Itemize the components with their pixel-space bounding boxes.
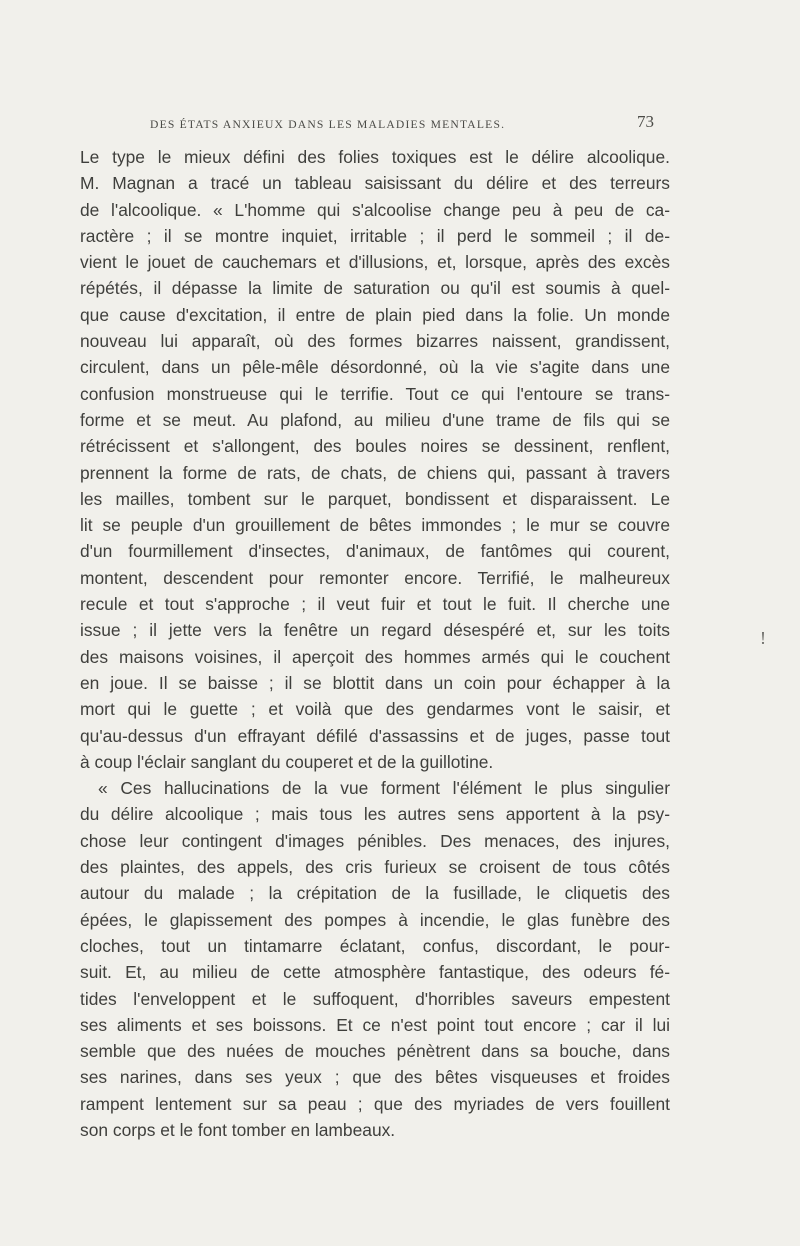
text-line: chose leur contingent d'images pénibles. Des menaces, des injures, — [80, 830, 670, 851]
text-line: épées, le glapissement des pompes à incendie, le glas funèbre des — [80, 909, 670, 930]
text-line: qu'au-dessus d'un effrayant défilé d'assassins et de juges, passe tout — [80, 725, 670, 746]
text-line: que cause d'excitation, il entre de plain pied dans la folie. Un monde — [80, 304, 670, 325]
text-line: forme et se meut. Au plafond, au milieu d'une trame de fils qui se — [80, 409, 670, 430]
text-line: à coup l'éclair sanglant du couperet et de la guillotine. — [80, 751, 494, 772]
text-line: lit se peuple d'un grouillement de bêtes immondes ; le mur se couvre — [80, 515, 670, 536]
text-line: vient le jouet de cauchemars et d'illusions, et, lorsque, après des excès — [80, 252, 670, 273]
text-line: Le type le mieux défini des folies toxiques est le délire alcoolique. — [80, 147, 670, 167]
text-line: nouveau lui apparaît, où des formes bizarres naissent, grandissent, — [80, 331, 670, 352]
text-line: en joue. Il se baisse ; il se blottit dans un coin pour échapper à la — [80, 672, 670, 693]
text-line: répétés, il dépasse la limite de saturation ou qu'il est soumis à quel- — [80, 278, 670, 299]
text-line: mort qui le guette ; et voilà que des gendarmes vont le saisir, et — [80, 699, 670, 720]
body-text — [80, 144, 670, 1143]
text-line: des plaintes, des appels, des cris furieux se croisent de tous côtés — [80, 857, 670, 878]
text-line: montent, descendent pour remonter encore. Terrifié, le malheureux — [80, 567, 670, 588]
text-line: recule et tout s'approche ; il veut fuir et tout le fuit. Il cherche une — [80, 594, 670, 615]
text-line: rétrécissent et s'allongent, des boules noires se dessinent, renflent, — [80, 436, 670, 457]
text-line: ses aliments et ses boissons. Et ce n'est point tout encore ; car il lui — [80, 1014, 670, 1035]
text-line: autour du malade ; la crépitation de la fusillade, le cliquetis des — [80, 883, 670, 904]
text-line: rampent lentement sur sa peau ; que des myriades de vers fouillent — [80, 1093, 670, 1114]
text-line: son corps et le font tomber en lambeaux. — [80, 1119, 396, 1140]
text-line: cloches, tout un tintamarre éclatant, confus, discordant, le pour- — [80, 935, 670, 956]
text-line: d'un fourmillement d'insectes, d'animaux, de fantômes qui courent, — [80, 541, 670, 562]
text-line: M. Magnan a tracé un tableau saisissant du délire et des terreurs — [80, 173, 670, 194]
text-line: confusion monstrueuse qui le terrifie. Tout ce qui l'entoure se trans- — [80, 383, 670, 404]
text-line: de l'alcoolique. « L'homme qui s'alcoolise change peu à peu de ca- — [80, 199, 670, 220]
text-line: semble que des nuées de mouches pénètrent dans sa bouche, dans — [80, 1041, 670, 1062]
margin-mark: ! — [760, 628, 766, 648]
text-line: ses narines, dans ses yeux ; que des bêtes visqueuses et froides — [80, 1067, 670, 1088]
text-line: ractère ; il se montre inquiet, irritable ; il perd le sommeil ; il de- — [80, 225, 670, 246]
text-line: tides l'enveloppent et le suffoquent, d'horribles saveurs empestent — [80, 988, 670, 1009]
text-line: les mailles, tombent sur le parquet, bondissent et disparaissent. Le — [80, 488, 670, 509]
text-line: des maisons voisines, il aperçoit des hommes armés qui le couchent — [80, 646, 670, 667]
text-line: prennent la forme de rats, de chats, de chiens qui, passant à travers — [80, 462, 670, 483]
text-line: suit. Et, au milieu de cette atmosphère fantastique, des odeurs fé- — [80, 962, 670, 983]
running-title: DES ÉTATS ANXIEUX DANS LES MALADIES MENTALES. — [150, 118, 506, 131]
page-number: 73 — [637, 112, 654, 131]
text-line: « Ces hallucinations de la vue forment l'élément le plus singulier — [98, 778, 670, 799]
text-line: circulent, dans un pêle-mêle désordonné, où la vie s'agite dans une — [80, 357, 670, 378]
text-line: issue ; il jette vers la fenêtre un regard désespéré et, sur les toits — [80, 620, 670, 641]
text-line: du délire alcoolique ; mais tous les autres sens apportent à la psy- — [80, 804, 670, 825]
